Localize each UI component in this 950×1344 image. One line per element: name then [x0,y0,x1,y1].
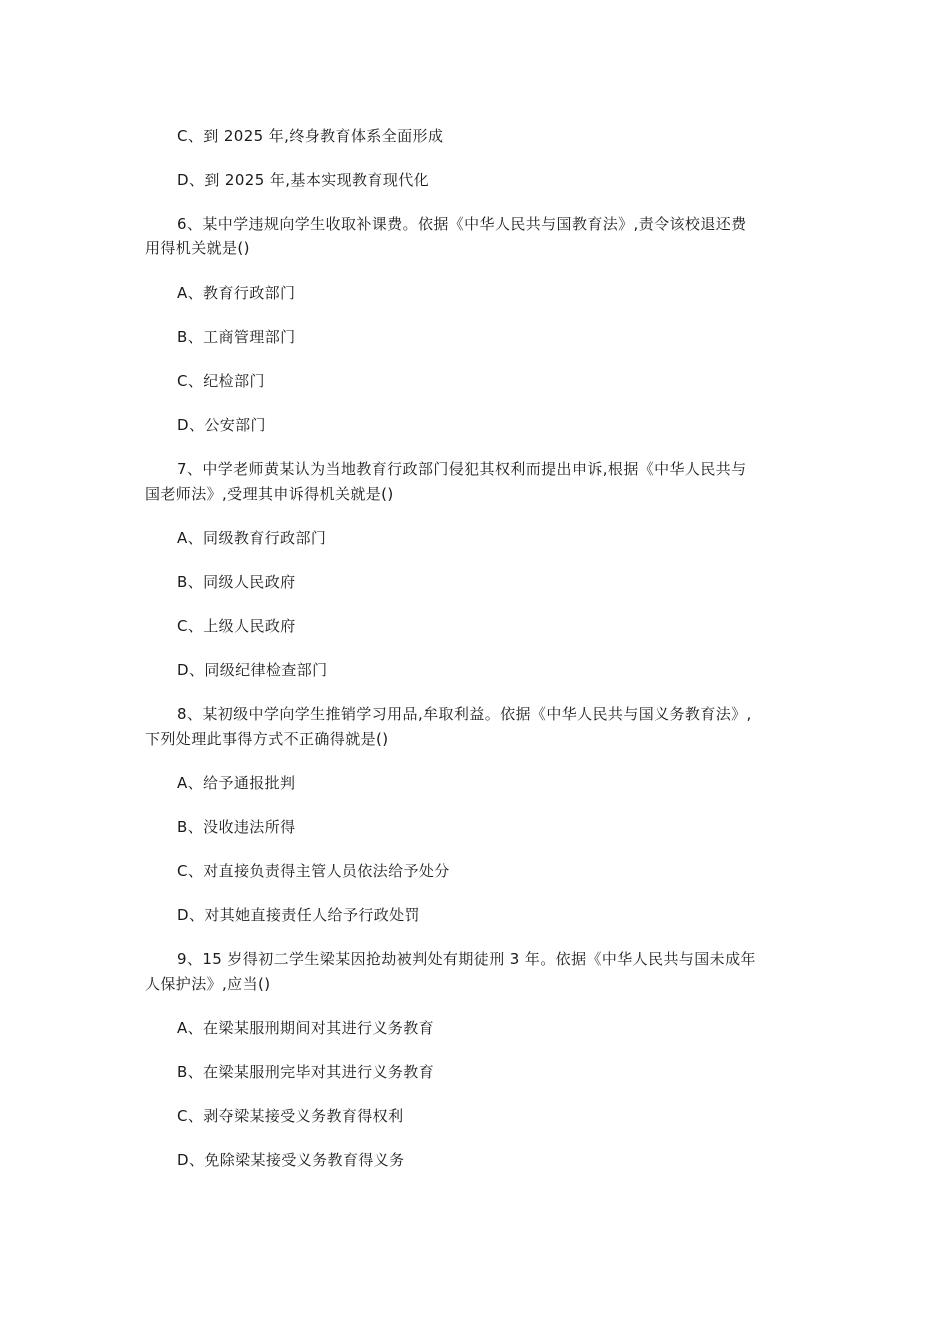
q9-question-line2: 人保护法》,应当() [145,975,271,993]
q7-option-c: C、上级人民政府 [177,617,296,635]
q7-question-line2: 国老师法》,受理其申诉得机关就是() [145,485,394,503]
q8-question-line1: 8、某初级中学向学生推销学习用品,牟取利益。依据《中华人民共与国义务教育法》, [177,705,752,723]
q6-option-a: A、教育行政部门 [177,284,296,302]
q8-option-b: B、没收违法所得 [177,818,296,836]
q5-option-c: C、到 2025 年,终身教育体系全面形成 [177,127,444,145]
q8-option-c: C、对直接负责得主管人员依法给予处分 [177,862,450,880]
q9-question-line1: 9、15 岁得初二学生梁某因抢劫被判处有期徒刑 3 年。依据《中华人民共与国未成年 [177,950,756,968]
q9-option-b: B、在梁某服刑完毕对其进行义务教育 [177,1063,435,1081]
q6-option-b: B、工商管理部门 [177,328,296,346]
q7-question-line1: 7、中学老师黄某认为当地教育行政部门侵犯其权利而提出申诉,根据《中华人民共与 [177,460,747,478]
q6-question-line2: 用得机关就是() [145,239,250,257]
q7-option-a: A、同级教育行政部门 [177,529,327,547]
q6-option-c: C、纪检部门 [177,372,265,390]
q6-option-d: D、公安部门 [177,416,266,434]
q9-option-a: A、在梁某服刑期间对其进行义务教育 [177,1019,435,1037]
q6-question-line1: 6、某中学违规向学生收取补课费。依据《中华人民共与国教育法》,责令该校退还费 [177,215,747,233]
q7-option-b: B、同级人民政府 [177,573,296,591]
q8-option-a: A、给予通报批判 [177,774,296,792]
q5-option-d: D、到 2025 年,基本实现教育现代化 [177,171,430,189]
q8-option-d: D、对其她直接责任人给予行政处罚 [177,906,420,924]
q9-option-d: D、免除梁某接受义务教育得义务 [177,1151,405,1169]
q8-question-line2: 下列处理此事得方式不正确得就是() [145,730,389,748]
q9-option-c: C、剥夺梁某接受义务教育得权利 [177,1107,404,1125]
q7-option-d: D、同级纪律检查部门 [177,661,328,679]
